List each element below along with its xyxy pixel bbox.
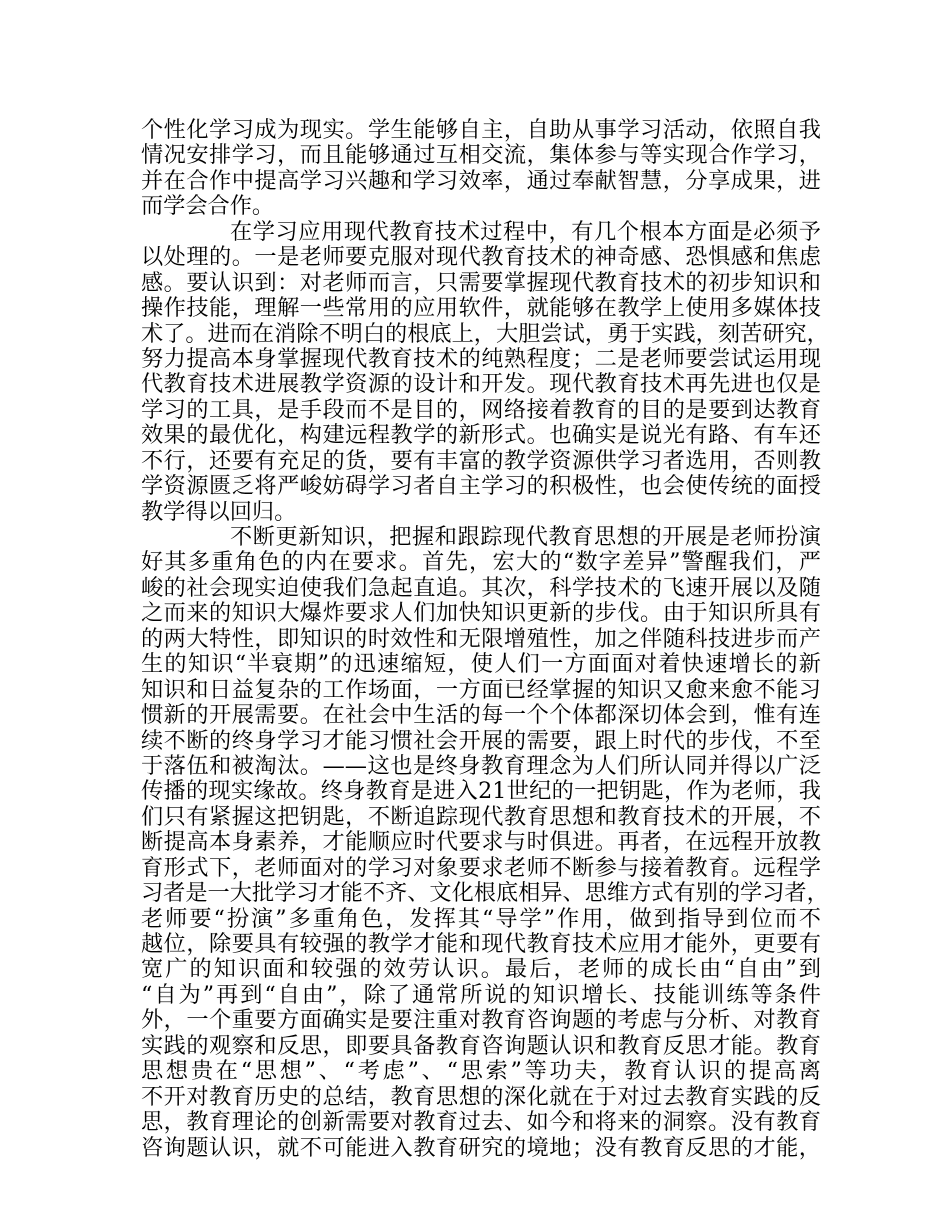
paragraph (141, 118, 821, 220)
text-line: 惯新的开展需要。在社会中生活的每一个个体都深切体会到，惟有连 (141, 702, 821, 729)
text-line: 好其多重角色的内在要求。首先，宏大的“数字差异”警醒我们，严 (141, 549, 821, 576)
text-line: 效果的最优化，构建远程教学的新形式。也确实是说光有路、有车还 (141, 422, 821, 449)
text-line: 断提高本身素养，才能顺应时代要求与时俱进。再者，在远程开放教 (141, 829, 821, 856)
text-line: 外，一个重要方面确实是要注重对教育咨询题的考虑与分析、对教育 (141, 1007, 821, 1034)
text-line: 实践的观察和反思，即要具备教育咨询题认识和教育反思才能。教育 (141, 1032, 821, 1059)
text-line: 不开对教育历史的总结，教育思想的深化就在于对过去教育实践的反 (141, 1083, 821, 1110)
text-line: 宽广的知识面和较强的效劳认识。最后，老师的成长由“自由”到 (141, 956, 821, 983)
text-line: 越位，除要具有较强的教学才能和现代教育技术应用才能外，更要有 (141, 931, 821, 957)
text-line: 个性化学习成为现实。学生能够自主，自助从事学习活动，依照自我 (141, 117, 821, 143)
text-line: 不行，还要有充足的货，要有丰富的教学资源供学习者选用，否则教 (141, 447, 821, 474)
text-line: 以处理的。一是老师要克服对现代教育技术的神奇感、恐惧感和焦虑 (141, 244, 821, 271)
text-line: 学资源匮乏将严峻妨碍学习者自主学习的积极性，也会使传统的面授 (141, 473, 821, 500)
text-line: “自为”再到“自由”，除了通常所说的知识增长、技能训练等条件 (141, 981, 821, 1008)
text-line: 们只有紧握这把钥匙，不断追踪现代教育思想和教育技术的开展，不 (141, 803, 821, 830)
text-line: 思，教育理论的创新需要对教育过去、如今和将来的洞察。没有教育 (141, 1109, 821, 1136)
text-line: 而学会合作。 (141, 193, 275, 220)
text-line: 于落伍和被淘汰。——这也是终身教育理念为人们所认同并得以广泛 (141, 752, 821, 779)
text-line: 学习的工具，是手段而不是目的，网络接着教育的目的是要到达教育 (141, 396, 821, 423)
text-line: 老师要“扮演”多重角色，发挥其“导学”作用，做到指导到位而不 (141, 905, 821, 932)
text-line: 育形式下，老师面对的学习对象要求老师不断参与接着教育。远程学 (141, 854, 821, 881)
text-line: 术了。进而在消除不明白的根底上，大胆尝试，勇于实践，刻苦研究， (141, 320, 829, 347)
text-line: 习者是一大批学习才能不齐、文化根底相异、思维方式有别的学习者， (141, 880, 829, 907)
text-line: 努力提高本身掌握现代教育技术的纯熟程度；二是老师要尝试运用现 (141, 345, 821, 372)
text-line: 教学得以回归。 (141, 498, 297, 525)
text-line: 在学习应用现代教育技术过程中，有几个根本方面是必须予 (230, 218, 821, 245)
text-line: 操作技能，理解一些常用的应用软件，就能够在教学上使用多媒体技 (141, 295, 821, 322)
text-line: 峻的社会现实迫使我们急起直追。其次，科学技术的飞速开展以及随 (141, 574, 821, 601)
paragraph (141, 218, 829, 525)
text-line: 的两大特性，即知识的时效性和无限增殖性，加之伴随科技进步而产 (141, 625, 821, 652)
text-line: 并在合作中提高学习兴趣和学习效率，通过奉献智慧，分享成果，进 (141, 167, 821, 194)
text-line: 生的知识“半衰期”的迅速缩短，使人们一方面面对着快速增长的新 (141, 651, 821, 678)
text-line: 咨询题认识，就不可能进入教育研究的境地；没有教育反思的才能， (141, 1134, 821, 1161)
text-line: 之而来的知识大爆炸要求人们加快知识更新的步伐。由于知识所具有 (141, 600, 821, 627)
text-line: 知识和日益复杂的工作场面，一方面已经掌握的知识又愈来愈不能习 (141, 676, 821, 703)
text-line: 代教育技术进展教学资源的设计和开发。现代教育技术再先进也仅是 (141, 371, 821, 398)
paragraph (141, 524, 829, 1161)
text-line: 思想贵在“思想”、“考虑”、“思索”等功夫，教育认识的提高离 (141, 1058, 821, 1085)
text-line: 不断更新知识，把握和跟踪现代教育思想的开展是老师扮演 (230, 524, 821, 550)
text-line: 情况安排学习，而且能够通过互相交流，集体参与等实现合作学习， (141, 142, 821, 169)
text-line: 续不断的终身学习才能习惯社会开展的需要，跟上时代的步伐，不至 (141, 727, 821, 754)
document-page (141, 117, 829, 1161)
text-line: 感。要认识到：对老师而言，只需要掌握现代教育技术的初步知识和 (141, 269, 821, 296)
text-line: 传播的现实缘故。终身教育是进入21世纪的一把钥匙，作为老师，我 (141, 778, 821, 805)
